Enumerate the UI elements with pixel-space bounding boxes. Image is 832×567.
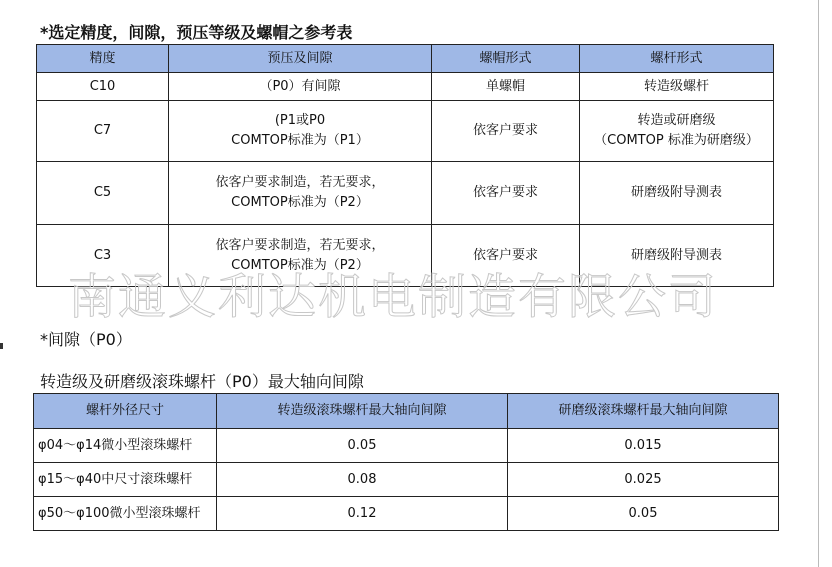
size-cell: φ15～φ40中尺寸滚珠螺杆 [34, 463, 217, 497]
table-row [34, 463, 779, 497]
preload-line: (P1或P0 [274, 113, 326, 128]
header-rolled-clearance: 转造级滚珠螺杆最大轴向间隙 [217, 394, 508, 429]
rolled-cell: 0.08 [217, 463, 508, 497]
preload-line: 依客户要求制造，若无要求， [215, 237, 385, 253]
screw-cell [580, 162, 774, 225]
header-grade: 精度 [37, 45, 169, 73]
section1-title: *选定精度，间隙，预压等级及螺帽之参考表 [40, 23, 353, 42]
screw-cell [580, 101, 774, 162]
nut-cell: 依客户要求 [432, 162, 580, 225]
grade-cell: C10 [37, 73, 169, 101]
rolled-cell: 0.12 [217, 497, 508, 531]
preload-line: COMTOP标准为（P2） [231, 257, 369, 273]
table-row [37, 162, 774, 225]
grade-cell: C7 [37, 101, 169, 162]
table-row [34, 497, 779, 531]
section2-subtitle: 转造级及研磨级滚珠螺杆（P0）最大轴向间隙 [40, 372, 364, 391]
header-nut-type: 螺帽形式 [432, 45, 580, 73]
rolled-cell: 0.05 [217, 429, 508, 463]
section2-title: *间隙（P0） [40, 330, 132, 349]
screw-line: 研磨级附导测表 [630, 185, 722, 200]
preload-line: COMTOP标准为（P1） [231, 133, 369, 148]
screw-line: 转造级螺杆 [643, 78, 709, 94]
ground-cell: 0.05 [508, 497, 779, 531]
screw-line: （COMTOP 标准为研磨级） [594, 133, 759, 148]
company-watermark: 南通义利达机电制造有限公司 [68, 269, 719, 325]
table-row [37, 101, 774, 162]
nut-cell: 依客户要求 [432, 101, 580, 162]
header-preload: 预压及间隙 [169, 45, 432, 73]
preload-line: （P0）有间隙 [259, 78, 341, 94]
table-row [37, 73, 774, 101]
ground-cell: 0.025 [508, 463, 779, 497]
margin-marker [0, 343, 3, 349]
nut-cell: 单螺帽 [432, 73, 580, 101]
preload-cell [169, 101, 432, 162]
table-row [34, 429, 779, 463]
header-screw-type: 螺杆形式 [580, 45, 774, 73]
ground-cell: 0.015 [508, 429, 779, 463]
table-header-row [37, 45, 774, 73]
preload-cell [169, 73, 432, 101]
screw-cell [580, 73, 774, 101]
preload-line: 依客户要求制造，若无要求， [215, 175, 385, 190]
axial-clearance-table [33, 393, 779, 531]
grade-cell: C5 [37, 162, 169, 225]
size-cell: φ04～φ14微小型滚珠螺杆 [34, 429, 217, 463]
size-cell: φ50～φ100微小型滚珠螺杆 [34, 497, 217, 531]
table-header-row [34, 394, 779, 429]
precision-reference-table [36, 44, 774, 287]
screw-line: 研磨级附导测表 [630, 247, 722, 263]
preload-line: COMTOP标准为（P2） [231, 195, 369, 210]
header-ground-clearance: 研磨级滚珠螺杆最大轴向间隙 [508, 394, 779, 429]
page-edge-divider [818, 0, 819, 567]
nut-cell: 依客户要求 [432, 225, 580, 287]
screw-line: 转造或研磨级 [637, 113, 716, 128]
grade-cell: C3 [37, 225, 169, 287]
preload-cell [169, 162, 432, 225]
header-screw-size: 螺杆外径尺寸 [34, 394, 217, 429]
